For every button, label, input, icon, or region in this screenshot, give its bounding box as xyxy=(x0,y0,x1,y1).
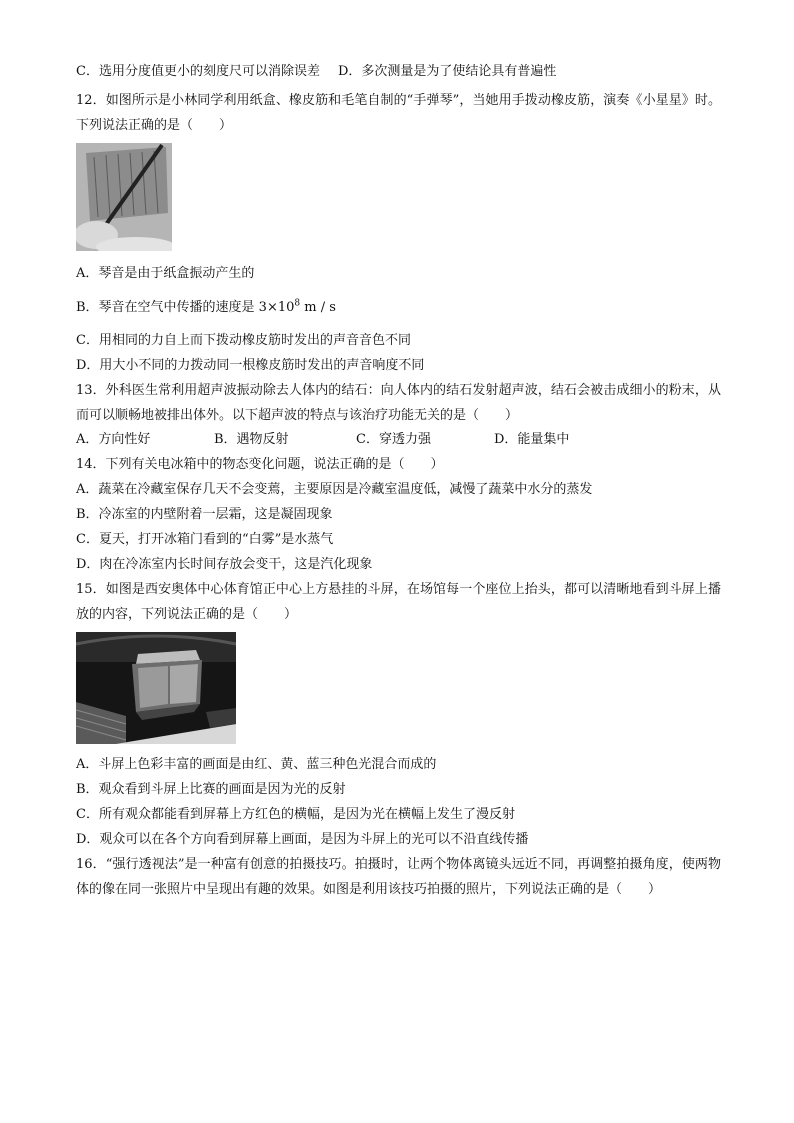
q12-stem: 12．如图所示是小林同学利用纸盒、橡皮筋和毛笔自制的“手弹琴”，当她用手拨动橡皮筋，演奏《小星星》时。下列说法正确的是（ ） xyxy=(76,93,721,133)
q14-option-b: B．冷冻室的内壁附着一层霜，这是凝固现象 xyxy=(76,507,333,522)
q15-option-a: A．斗屏上色彩丰富的画面是由红、黄、蓝三种色光混合而成的 xyxy=(76,757,437,772)
stadium-screen-photo xyxy=(76,632,236,744)
q15-stem: 15．如图是西安奥体中心体育馆正中心上方悬挂的斗屏，在场馆每一个座位上抬头，都可以清晰地看到斗屏上播放的内容，下列说法正确的是（ ） xyxy=(76,582,721,622)
q13-options xyxy=(76,431,569,449)
q13-option-a: A．方向性好 xyxy=(76,432,151,447)
q13-option-b: B．遇物反射 xyxy=(214,432,289,447)
q15-option-d: D．观众可以在各个方向看到屏幕上画面，是因为斗屏上的光可以不沿直线传播 xyxy=(76,832,529,847)
q11-options xyxy=(76,63,556,81)
q15-option-c: C．所有观众都能看到屏幕上方红色的横幅，是因为光在横幅上发生了漫反射 xyxy=(76,807,515,822)
q12-option-c: C．用相同的力自上而下拨动橡皮筋时发出的声音音色不同 xyxy=(76,333,411,348)
q14-option-d: D．肉在冷冻室内长时间存放会变干，这是汽化现象 xyxy=(76,557,373,572)
q15-option-b: B．观众看到斗屏上比赛的画面是因为光的反射 xyxy=(76,782,346,797)
q12-option-a: A．琴音是由于纸盒振动产生的 xyxy=(76,266,255,281)
q11-option-d: D．多次测量是为了使结论具有普遍性 xyxy=(337,64,557,79)
q12-option-d: D．用大小不同的力拨动同一根橡皮筋时发出的声音响度不同 xyxy=(76,358,425,373)
q16-stem: 16．“强行透视法”是一种富有创意的拍摄技巧。拍摄时，让两个物体离镜头远近不同，再调整拍摄角度，使两物体的像在同一张照片中呈现出有趣的效果。如图是利用该技巧拍摄的照片，下列说法正确的是（ ） xyxy=(76,857,721,897)
q13-option-c: C．穿透力强 xyxy=(356,432,431,447)
q14-stem: 14．下列有关电冰箱中的物态变化问题，说法正确的是（ ） xyxy=(76,457,444,472)
q13-option-d: D．能量集中 xyxy=(494,432,570,447)
q14-option-c: C．夏天，打开冰箱门看到的“白雾”是水蒸气 xyxy=(76,532,334,547)
q11-option-c: C．选用分度值更小的刻度尺可以消除误差 xyxy=(76,64,320,79)
q12-option-b: B．琴音在空气中传播的速度是 $3\times 10^8$ m / s xyxy=(76,298,336,315)
q14-option-a: A．蔬菜在冷藏室保存几天不会变蔫，主要原因是冷藏室温度低，减慢了蔬菜中水分的蒸发 xyxy=(76,482,593,497)
rubber-band-instrument-photo xyxy=(76,143,172,251)
q13-stem: 13．外科医生常利用超声波振动除去人体内的结石：向人体内的结石发射超声波，结石会被击成细小的粉末，从而可以顺畅地被排出体外。以下超声波的特点与该治疗功能无关的是（ ） xyxy=(76,383,721,423)
